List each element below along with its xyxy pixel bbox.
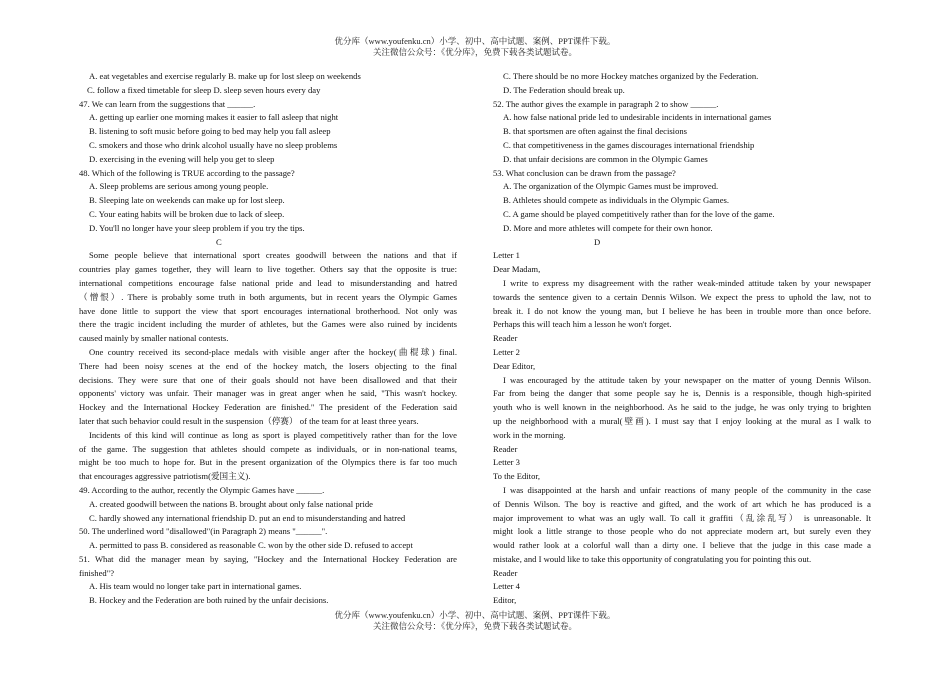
text-line: would rather look at a colorful wall than a dirty one. I believe that the judge in this case made a (493, 540, 871, 551)
text-line: Letter 2 (493, 346, 520, 357)
left-column (79, 70, 457, 608)
text-line: up the neighborhood with a mural(壁画). I must say that I enjoy looking at the mural as I walk to (493, 415, 871, 426)
text-line: opponents' victory was unfair. Their manager was in great anger when he said, "This wasn't hockey. (79, 388, 457, 399)
text-line: international competitions encourage false national pride and lead to misunderstanding and hatred (79, 277, 457, 288)
text-line: C. hardly showed any international friendship D. put an end to misunderstanding and hatred (89, 512, 406, 523)
text-line: Editor, (493, 595, 517, 606)
text-line: finished"? (79, 567, 115, 578)
page-footer (0, 610, 950, 632)
text-line: A. how false national pride led to undesirable incidents in international games (503, 112, 772, 123)
text-line: mistake, and I would like to take this opportunity of congratulating you for pointing this out. (493, 553, 812, 564)
text-line: that encourages aggressive patriotism(爱国主义). (79, 471, 251, 482)
text-line: B. listening to soft music before going to bed may help you fall asleep (89, 126, 331, 137)
header-line-2: 关注微信公众号：《优分库》，免费下载各类试题试卷。 (372, 47, 577, 57)
text-line: Perhaps this will teach him a lesson he won't forget. (493, 319, 672, 330)
text-line: A. Sleep problems are serious among young people. (89, 181, 269, 192)
text-line: Reader (493, 443, 518, 454)
text-line: D. You'll no longer have your sleep problem if you try the tips. (89, 222, 305, 233)
text-line: caused mainly by smaller national contests. (79, 333, 229, 344)
text-line: Some people believe that international sport creates goodwill between the nations and that if (89, 250, 457, 261)
text-line: D (594, 236, 601, 247)
text-line: I was encouraged by the attitude taken by your newspaper on the matter of young Dennis Wilson. (503, 374, 871, 385)
text-line: Letter 3 (493, 457, 520, 468)
text-line: Dear Editor, (493, 360, 536, 371)
text-line: Letter 4 (493, 581, 520, 592)
text-line: 48. Which of the following is TRUE according to the passage? (79, 167, 295, 178)
text-line: D. More and more athletes will compete for their own honor. (503, 222, 713, 233)
text-line: D. that unfair decisions are common in the Olympic Games (503, 153, 708, 164)
text-line: 49. According to the author, recently the Olympic Games have ______. (79, 484, 325, 495)
text-line: A. getting up earlier one morning makes it easier to fall asleep that night (89, 112, 339, 123)
text-line: have done little to support the view that sport encourages international brotherhood. Not only was (79, 305, 457, 316)
text-line: Reader (493, 333, 518, 344)
text-line: countries play games together, they will learn to live together. Others say that the opposite is true: (79, 264, 457, 275)
text-line: might look a little strange to those people who do not appreciate modern art, but surely even they (493, 526, 871, 537)
text-line: A. created goodwill between the nations B. brought about only false national pride (89, 498, 373, 509)
text-line: B. Sleeping late on weekends can make up for lost sleep. (89, 195, 285, 206)
text-line: A. His team would no longer take part in international games. (89, 581, 302, 592)
text-line: A. permitted to pass B. considered as reasonable C. won by the other side D. refused to accept (89, 540, 413, 551)
text-line: （憎恨）. There is probably some truth in both arguments, but in recent years the Olympic Games (79, 291, 457, 302)
text-line: might be too much to hope for. But in the present organization of the Olympics there is far too much (79, 457, 457, 468)
text-line: B. that sportsmen are often against the final decisions (503, 126, 688, 137)
text-line: of Dennis Wilson. The boy is reactive and gifted, and the work of art which he has produced is a (493, 498, 871, 509)
text-line: work in the morning. (493, 429, 566, 440)
text-line: D. The Federation should break up. (503, 84, 625, 95)
text-line: decisions. They were sure that one of their goals should not have been disallowed and that their (79, 374, 457, 385)
text-line: C (216, 236, 222, 247)
text-line: C. Your eating habits will be broken due to lack of sleep. (89, 208, 285, 219)
text-line: Dear Madam, (493, 264, 541, 275)
text-line: B. Athletes should compete as individuals in the Olympic Games. (503, 195, 730, 206)
text-line: there the tragic incident including the murder of athletes, but the Games were also ruined by incidents (79, 319, 457, 330)
text-line: C. There should be no more Hockey matches organized by the Federation. (503, 71, 759, 81)
text-line: A. eat vegetables and exercise regularly B. make up for lost sleep on weekends (89, 71, 361, 81)
text-line: towards the sentence given to a certain Dennis Wilson. We expect the press to uphold the law, not to (493, 291, 871, 302)
text-line: 50. The underlined word "disallowed"(in Paragraph 2) means "______". (79, 526, 328, 537)
text-line: C. A game should be played competitively rather than for the love of the game. (503, 208, 775, 219)
text-line: Letter 1 (493, 250, 520, 261)
text-line: A. The organization of the Olympic Games must be improved. (503, 181, 719, 192)
text-line: Reader (493, 567, 518, 578)
text-line: Hockey and the International Hockey Federation are finished." The president of the Federation said (79, 402, 457, 413)
text-line: There had been noisy scenes at the end of the hockey match, the losers objecting to the final (79, 360, 457, 371)
text-line: 47. We can learn from the suggestions that ______. (79, 98, 256, 109)
text-line: One country received its second-place medals with visible anger after the hockey(曲棍球) final. (89, 346, 457, 357)
text-line: C. smokers and those who drink alcohol usually have no sleep problems (89, 139, 338, 150)
text-line: C. that competitiveness in the games discourages international friendship (503, 139, 755, 150)
text-line: B. Hockey and the Federation are both ruined by the unfair decisions. (89, 595, 329, 606)
header-line-1: 优分库（www.youfenku.cn）小学、初中、高中试题、案例、PPT课件下载。 (334, 36, 616, 46)
footer-line-1: 优分库（www.youfenku.cn）小学、初中、高中试题、案例、PPT课件下载。 (334, 610, 616, 620)
text-line: D. exercising in the evening will help you get to sleep (89, 153, 275, 164)
right-column (493, 70, 871, 608)
text-line: I was disappointed at the harsh and unfair reactions of many people of the community in the case (503, 484, 871, 495)
text-line: later that such behavior could result in the suspension（停赛） of the team for at least three years. (79, 415, 419, 426)
text-line: Far from being the danger that some people say he is, Dennis is a responsible, though high-spirited (493, 388, 871, 399)
text-line: break it. I do not know the young man, but I believe he has been in trouble more than once before. (493, 305, 871, 316)
text-line: youth who is well known in the neighborhood. As he said to the judge, he was only trying to brighten (493, 402, 871, 413)
text-line: Incidents of this kind will continue as long as sport is played competitively rather than for the love (89, 429, 457, 440)
text-line: 53. What conclusion can be drawn from the passage? (493, 167, 676, 178)
page-header (0, 36, 950, 58)
text-line: I write to express my disagreement with the rather weak-minded attitude taken by your newspaper (503, 277, 871, 288)
text-line: major improvement to what was an ugly wall. To call it graffiti（乱涂乱写） is unreasonable. It (493, 512, 871, 523)
text-line: C. follow a fixed timetable for sleep D. sleep seven hours every day (87, 84, 321, 95)
text-line: of the game. The suggestion that athletes should compete as individuals, or in non-national teams, (79, 443, 457, 454)
text-line: 51. What did the manager mean by saying, "Hockey and the International Hockey Federation are (79, 553, 457, 564)
footer-line-2: 关注微信公众号：《优分库》，免费下载各类试题试卷。 (372, 621, 577, 631)
text-line: 52. The author gives the example in paragraph 2 to show ______. (493, 98, 719, 109)
text-line: To the Editor, (493, 471, 541, 482)
